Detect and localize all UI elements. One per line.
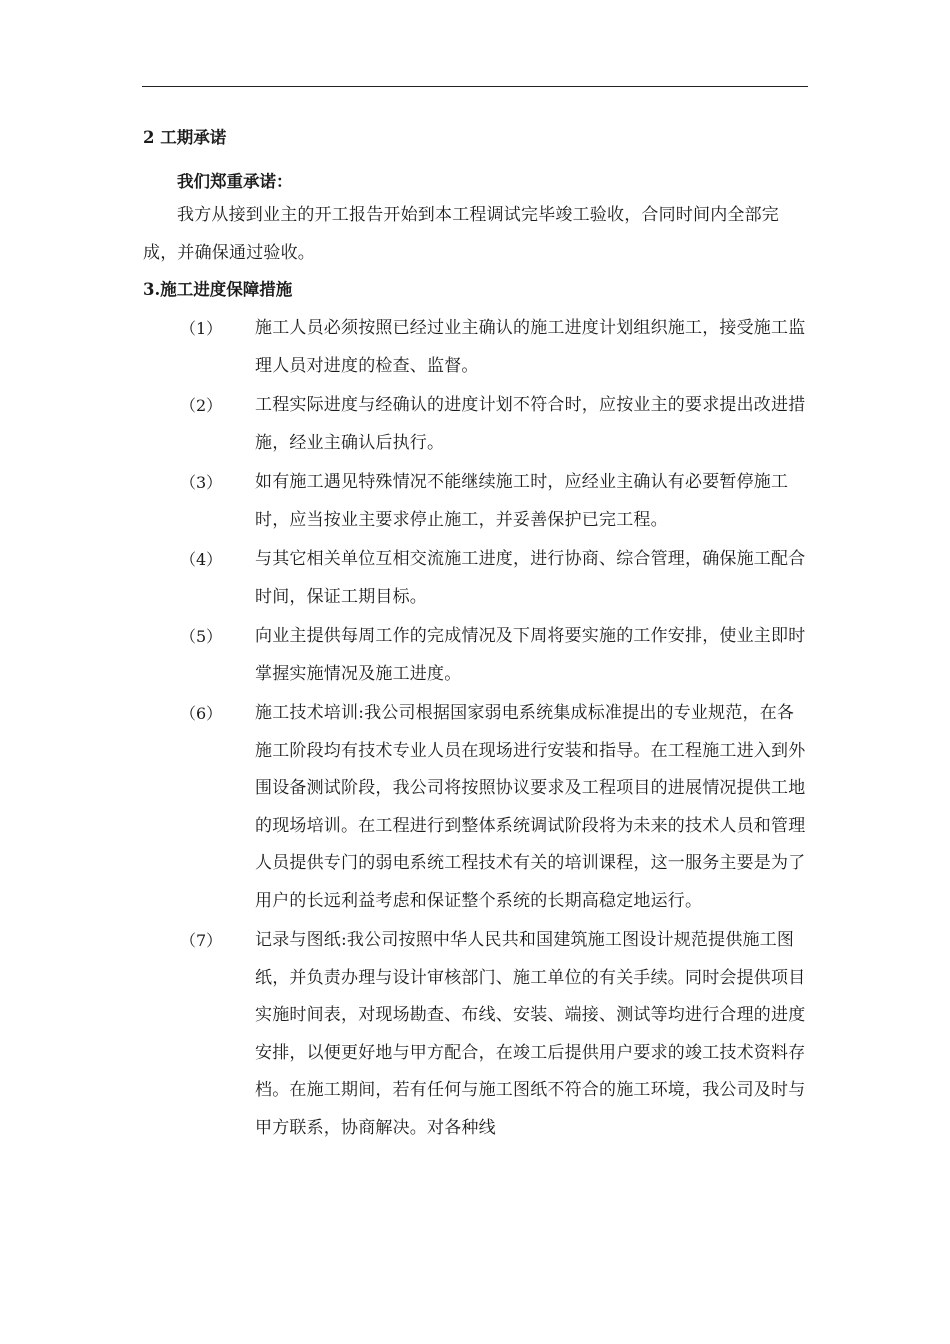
list-item-text: 工程实际进度与经确认的进度计划不符合时，应按业主的要求提出改进措施，经业主确认后执行。 <box>255 395 806 453</box>
list-item <box>143 695 809 920</box>
document-body <box>143 126 809 1147</box>
list-item <box>143 464 809 539</box>
list-item <box>143 541 809 616</box>
list-item-number: （3） <box>180 473 223 492</box>
list-item <box>143 922 809 1147</box>
section-3-title: 3.施工进度保障措施 <box>143 280 293 299</box>
list-item-text: 记录与图纸:我公司按照中华人民共和国建筑施工图设计规范提供施工图纸，并负责办理与设计审核部门、施工单位的有关手续。同时会提供项目实施时间表，对现场勘查、布线、安装、端接、测试等均进行合理的进度安排，以便更好地与甲方配合，在竣工后提供用户要求的竣工技术资料存档。在施工期间，若有任何与施工图纸不符合的施工环境，我公司及时与甲方联系，协商解决。对各种线 <box>255 930 806 1138</box>
list-item-number: （5） <box>180 627 223 646</box>
list-item <box>143 310 809 385</box>
commitment-paragraph: 我方从接到业主的开工报告开始到本工程调试完毕竣工验收，合同时间内全部完成，并确保通过验收。 <box>143 205 779 263</box>
list-item-number: （1） <box>180 319 223 338</box>
list-item <box>143 387 809 462</box>
list-item-number: （4） <box>180 550 223 569</box>
list-item-number: （7） <box>180 931 223 950</box>
list-item-text: 如有施工遇见特殊情况不能继续施工时，应经业主确认有必要暂停施工时，应当按业主要求停止施工，并妥善保护已完工程。 <box>255 472 789 530</box>
list-item <box>143 618 809 693</box>
commitment-subheading: 我们郑重承诺： <box>177 172 293 191</box>
header-rule <box>142 86 808 87</box>
list-item-number: （2） <box>180 396 223 415</box>
list-item-text: 施工人员必须按照已经过业主确认的施工进度计划组织施工，接受施工监理人员对进度的检查、监督。 <box>255 318 806 376</box>
section-2-title: 2 工期承诺 <box>143 128 227 147</box>
list-item-text: 向业主提供每周工作的完成情况及下周将要实施的工作安排，使业主即时掌握实施情况及施工进度。 <box>255 626 806 684</box>
list-item-number: （6） <box>180 704 223 723</box>
list-item-text: 与其它相关单位互相交流施工进度，进行协商、综合管理，确保施工配合时间，保证工期目标。 <box>255 549 806 607</box>
list-item-text: 施工技术培训:我公司根据国家弱电系统集成标准提出的专业规范，在各施工阶段均有技术专业人员在现场进行安装和指导。在工程施工进入到外围设备测试阶段，我公司将按照协议要求及工程项目的进展情况提供工地的现场培训。在工程进行到整体系统调试阶段将为未来的技术人员和管理人员提供专门的弱电系统工程技术有关的培训课程，这一服务主要是为了用户的长远利益考虑和保证整个系统的长期高稳定地运行。 <box>255 703 806 911</box>
